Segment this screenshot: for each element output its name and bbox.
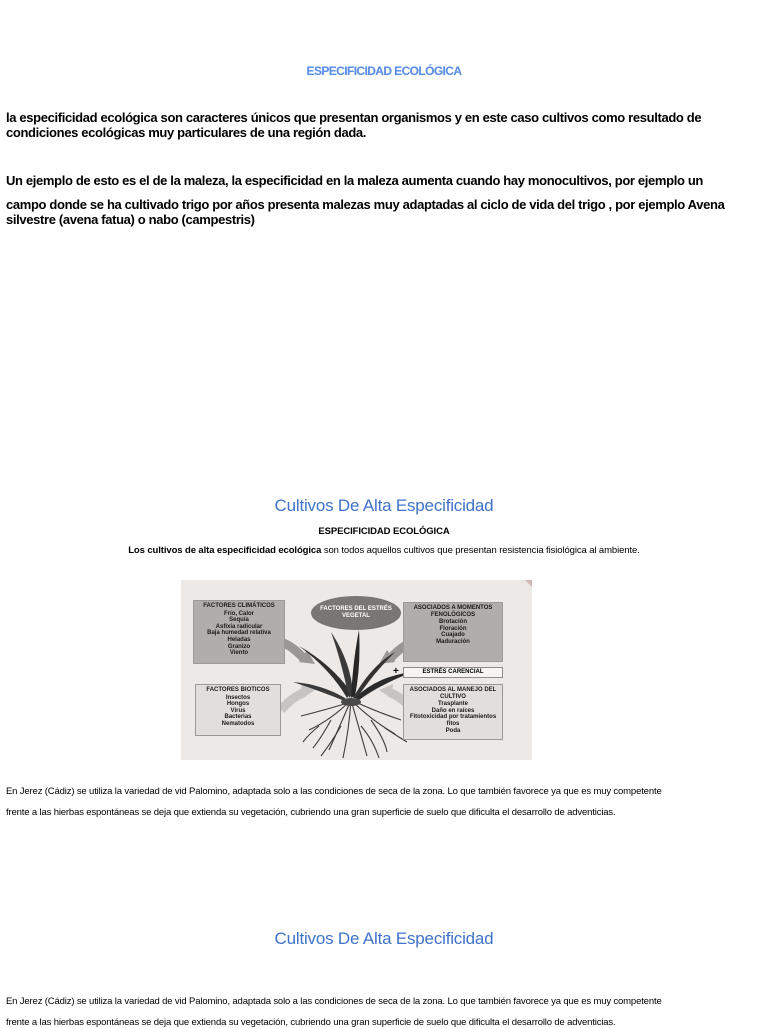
- intro-line: [0, 545, 768, 556]
- phenological-item: Brotación: [438, 619, 467, 626]
- stress-carencial-label: ESTRÉS CARENCIAL: [403, 667, 503, 678]
- management-item: Trasplante: [437, 701, 468, 708]
- climatic-factors-box: [193, 600, 285, 664]
- climatic-item: Frío, Calor: [223, 610, 254, 617]
- climatic-item: Asfixia radicular: [215, 623, 263, 630]
- jerez-paragraph-line-repeat: frente a las hierbas espontáneas se deja que extienda su vegetación, cubriendo una gran superficie de suelo que dificulta el desarrollo de adventicias.: [6, 1017, 616, 1028]
- climatic-item: Baja humedad relativa: [207, 630, 271, 637]
- intro-rest: son todos aquellos cultivos que presentan resistencia fisiológica al ambiente.: [321, 545, 640, 556]
- section-heading-repeat: Cultivos De Alta Especificidad: [274, 929, 494, 948]
- biotic-item: Hongos: [226, 701, 250, 708]
- phenological-item: Maduración: [436, 638, 470, 645]
- figure-corner-mark: [525, 580, 532, 587]
- page-title: ESPECIFICIDAD ECOLÓGICA: [306, 64, 462, 78]
- example-continuation-paragraph: campo donde se ha cultivado trigo por años presenta malezas muy adaptadas al ciclo de vida del trigo , por ejemplo Avena silvestre (avena fatua) o nabo (campestris): [6, 197, 725, 227]
- biotic-item: Virus: [230, 707, 246, 714]
- biotic-item: Insectos: [225, 694, 251, 701]
- section-subheading: ESPECIFICIDAD ECOLÓGICA: [318, 526, 450, 537]
- plant-stress-figure: [181, 580, 532, 760]
- biotic-item: Nematodos: [221, 720, 255, 727]
- climatic-item: Heladas: [227, 636, 251, 643]
- definition-paragraph: la especificidad ecológica son caracteres únicos que presentan organismos y en este caso cultivos como resultado de condiciones ecológicas muy particulares de una región dada.: [6, 110, 702, 140]
- biotic-item: Bacterias: [224, 714, 252, 721]
- climatic-item: Granizo: [227, 643, 251, 650]
- biotic-header: FACTORES BIOTICOS: [206, 687, 270, 693]
- climatic-item: Viento: [229, 650, 249, 657]
- phenological-box: [403, 602, 503, 662]
- management-header: ASOCIADOS AL MANEJO DEL CULTIVO: [409, 687, 497, 700]
- phenological-header: ASOCIADOS A MOMENTOS FENOLÓGICOS: [413, 605, 493, 618]
- climatic-item: Sequía: [229, 617, 249, 624]
- plus-sign: +: [393, 666, 399, 677]
- jerez-paragraph-line-repeat: En Jerez (Cádiz) se utiliza la variedad de vid Palomino, adaptada solo a las condiciones de seca de la zona. Lo que también favorece ya que es muy competente: [6, 996, 662, 1007]
- phenological-item: Cuajado: [441, 632, 465, 639]
- management-item: Daño en raíces: [431, 707, 475, 714]
- phenological-item: Floración: [439, 625, 467, 632]
- biotic-factors-box: [195, 684, 281, 736]
- crop-management-box: [403, 684, 503, 740]
- intro-bold: Los cultivos de alta especificidad ecológica: [128, 545, 322, 556]
- example-paragraph: Un ejemplo de esto es el de la maleza, la especificidad en la maleza aumenta cuando hay monocultivos, por ejemplo un: [6, 173, 704, 188]
- section-heading: Cultivos De Alta Especificidad: [274, 496, 494, 515]
- management-item: Fitotoxicidad por tratamientos fitos: [409, 714, 497, 727]
- stress-center-label: FACTORES DEL ESTRÉS VEGETAL: [311, 596, 401, 630]
- climatic-header: FACTORES CLIMÁTICOS: [203, 603, 275, 609]
- management-item: Poda: [445, 727, 461, 734]
- jerez-paragraph-line: frente a las hierbas espontáneas se deja que extienda su vegetación, cubriendo una gran superficie de suelo que dificulta el desarrollo de adventicias.: [6, 807, 616, 818]
- jerez-paragraph-line: En Jerez (Cádiz) se utiliza la variedad de vid Palomino, adaptada solo a las condiciones de seca de la zona. Lo que también favorece ya que es muy competente: [6, 786, 662, 797]
